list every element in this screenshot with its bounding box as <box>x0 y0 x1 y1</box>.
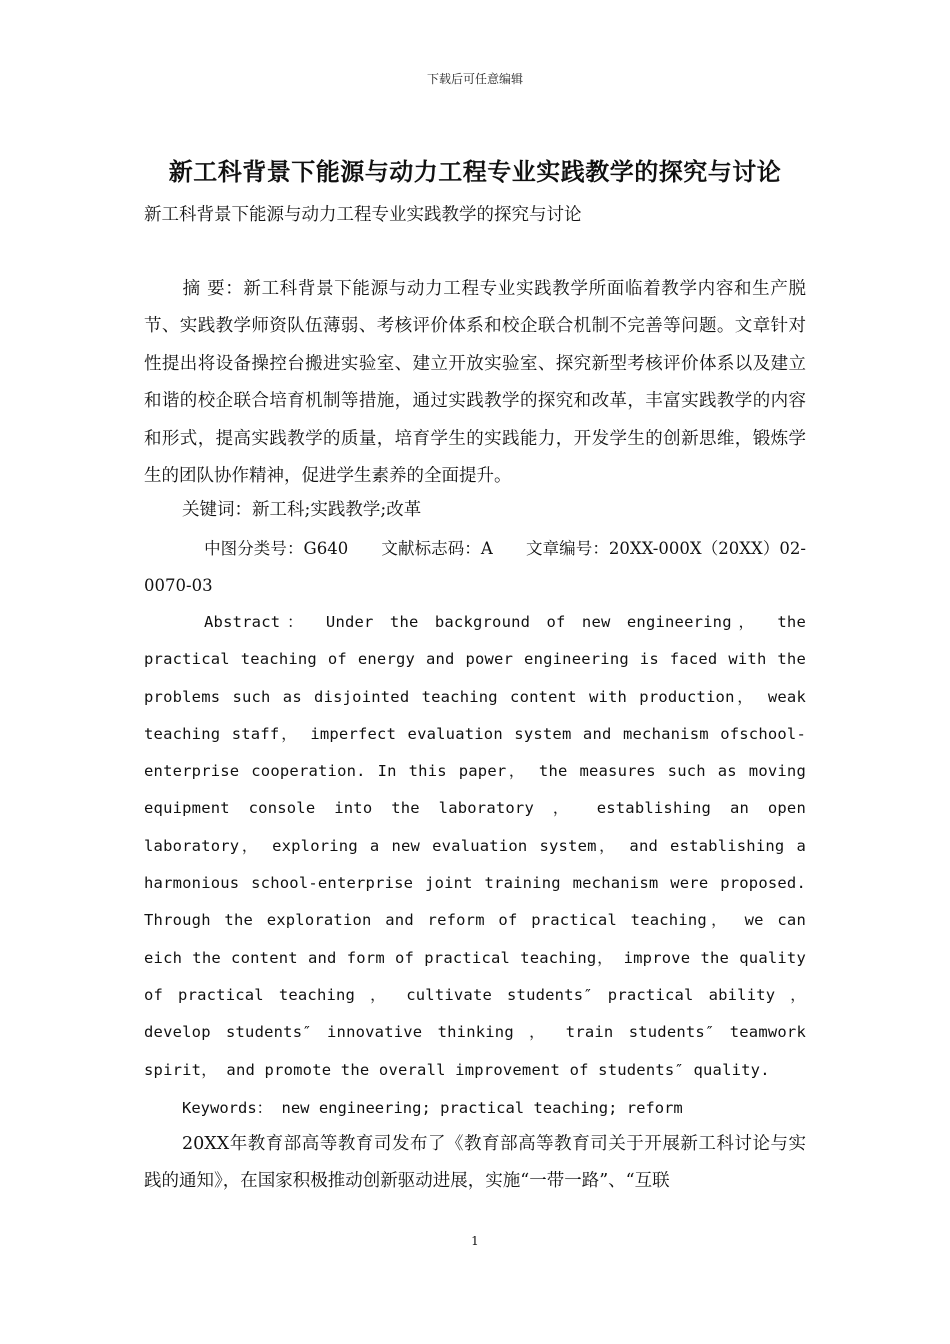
abstract-english <box>144 604 806 1089</box>
abstract-english-text: Abstract： Under the background of new engineering， the practical teaching of energy and power engineering is faced with the problems such as disjointed teaching content with production， weak teaching staff， imperfect evaluation system and mechanism ofschool-enterprise cooperation. In this paper， the measures such as moving equipment console into the laboratory ， establishing an open laboratory， exploring a new evaluation system， and establishing a harmonious school-enterprise joint training mechanism were proposed. Through the exploration and reform of practical teaching， we can eich the content and form of practical teaching， improve the quality of practical teaching ， cultivate students″ practical ability ， develop students″ innovative thinking ， train students″ teamwork spirit， and promote the overall improvement of students″ quality. <box>144 613 806 1079</box>
classification-meta <box>144 530 806 605</box>
page-number: 1 <box>471 1234 479 1248</box>
keywords-chinese: 关键词：新工科;实践教学;改革 <box>182 500 422 520</box>
page-header-note: 下载后可任意编辑 <box>426 72 523 86</box>
body-paragraph <box>144 1126 806 1201</box>
classification-meta-text: 中图分类号：G640 文献标志码：A 文章编号：20XX-000X（20XX）02-0070-03 <box>144 539 806 596</box>
document-subtitle: 新工科背景下能源与动力工程专业实践教学的探究与讨论 <box>144 205 582 225</box>
document-title: 新工科背景下能源与动力工程专业实践教学的探究与讨论 <box>168 158 782 186</box>
body-paragraph-text: 20XX年教育部高等教育司发布了《教育部高等教育司关于开展新工科讨论与实践的通知》，在国家积极推动创新驱动进展，实施“一带一路”、“互联 <box>144 1134 806 1192</box>
abstract-chinese <box>144 271 806 495</box>
keywords-english: Keywords： new engineering; practical teaching; reform <box>182 1099 683 1117</box>
abstract-chinese-text: 摘 要：新工科背景下能源与动力工程专业实践教学所面临着教学内容和生产脱节、实践教学师资队伍薄弱、考核评价体系和校企联合机制不完善等问题。文章针对性提出将设备操控台搬进实验室、建立开放实验室、探究新型考核评价体系以及建立和谐的校企联合培育机制等措施，通过实践教学的探究和改革，丰富实践教学的内容和形式，提高实践教学的质量，培育学生的实践能力，开发学生的创新思维，锻炼学生的团队协作精神，促进学生素养的全面提升。 <box>144 279 806 487</box>
